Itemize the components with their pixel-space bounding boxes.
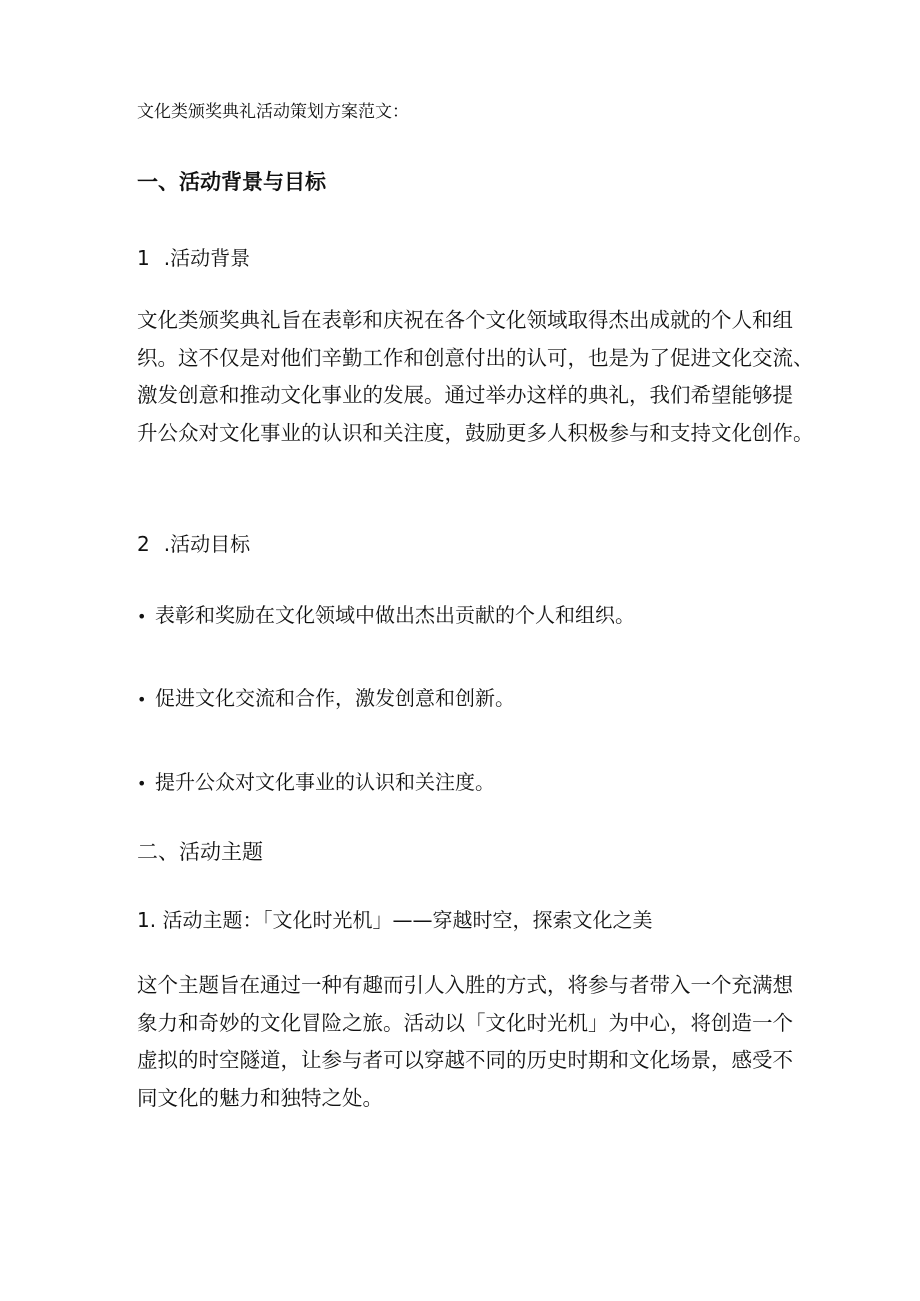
goal-list-item (137, 601, 635, 631)
document-intro: 文化类颁奖典礼活动策划方案范文： (137, 102, 409, 122)
subheading-number: 1 (137, 246, 150, 270)
theme-paragraph (137, 967, 792, 1117)
bullet-icon: • (137, 690, 147, 709)
paragraph-line: 激发创意和推动文化事业的发展。通过举办这样的典礼，我们希望能够提 (137, 383, 793, 407)
goal-text: 促进文化交流和合作，激发创意和创新。 (155, 686, 515, 710)
bullet-icon: • (137, 774, 147, 793)
subheading-goals (137, 530, 250, 558)
subheading-title: .活动背景 (163, 246, 251, 270)
paragraph-line: 升公众对文化事业的认识和关注度，鼓励更多人积极参与和支持文化创作。 (137, 420, 814, 445)
paragraph-line: 这个主题旨在通过一种有趣而引人入胜的方式，将参与者带入一个充满想 (137, 973, 793, 997)
subheading-title: .活动目标 (163, 532, 251, 556)
section-heading-background: 一、活动背景与目标 (137, 170, 326, 194)
subheading-number: 2 (137, 532, 150, 556)
goal-text: 表彰和奖励在文化领域中做出杰出贡献的个人和组织。 (155, 603, 635, 627)
section-heading-theme: 二、活动主题 (137, 840, 263, 864)
theme-heading: 1. 活动主题：「文化时光机」——穿越时空，探索文化之美 (137, 908, 653, 932)
background-paragraph (137, 302, 814, 452)
goal-text: 提升公众对文化事业的认识和关注度。 (155, 770, 495, 794)
paragraph-line: 虚拟的时空隧道，让参与者可以穿越不同的历史时期和文化场景，感受不 (137, 1048, 793, 1072)
goal-list-item (137, 768, 495, 798)
goal-list-item (137, 684, 515, 714)
paragraph-line: 文化类颁奖典礼旨在表彰和庆祝在各个文化领域取得杰出成就的个人和组 (137, 308, 793, 332)
paragraph-line: 象力和奇妙的文化冒险之旅。活动以「文化时光机」为中心，将创造一个 (137, 1010, 793, 1035)
paragraph-line: 织。这不仅是对他们辛勤工作和创意付出的认可，也是为了促进文化交流、 (137, 345, 814, 370)
subheading-background (137, 244, 250, 272)
paragraph-line: 同文化的魅力和独特之处。 (137, 1085, 383, 1110)
bullet-icon: • (137, 607, 147, 626)
